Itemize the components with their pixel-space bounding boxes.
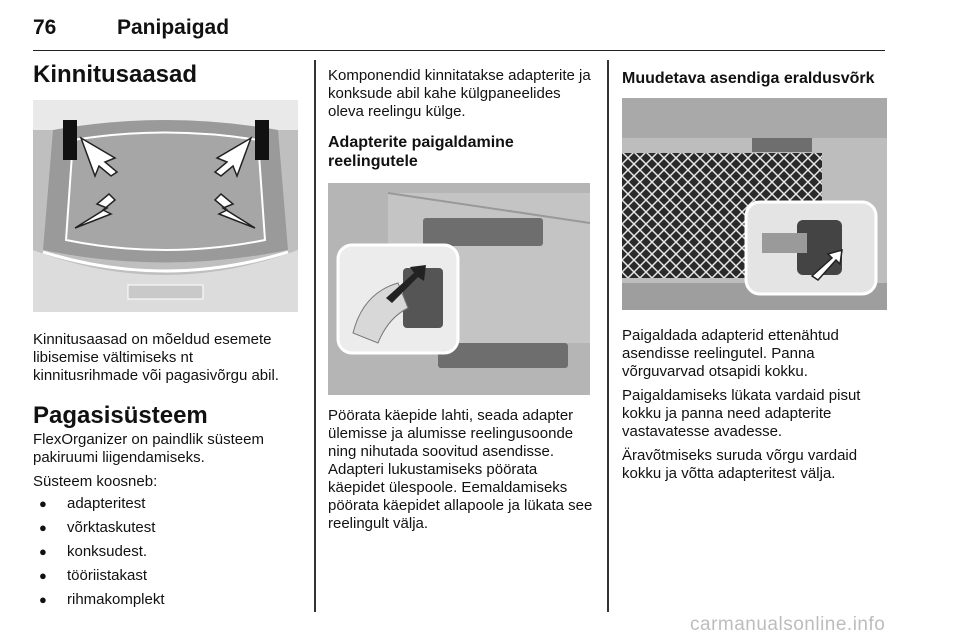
component-list [33, 495, 301, 609]
column-divider [607, 60, 609, 612]
luggage-system-heading: Pagasisüsteem [33, 402, 208, 429]
list-item: ● võrktaskutest [33, 519, 301, 537]
adapter-install-instructions: Pöörata käepide lahti, seada adapter ülemisse ja alumisse reelingusoonde ning nihutada soovitud asendisse. Adapteri lukustamiseks pöörata käepidet ülespoole. Eemaldamiseks pöörata käepidet allapoole ja lükata see reelingult välja. [328, 407, 593, 532]
list-item: ● rihmakomplekt [33, 591, 301, 609]
separation-net-heading: Muudetava asendiga eraldusvõrk [622, 70, 875, 87]
column-2 [328, 60, 593, 533]
flexorganizer-intro: FlexOrganizer on paindlik süsteem pakiruumi liigendamiseks. [33, 431, 264, 466]
column-1 [33, 60, 301, 615]
adapter-rail-illustration [328, 183, 590, 395]
components-intro: Komponendid kinnitatakse adapterite ja konksude abil kahe külgpaneelides oleva reelingu külge. [328, 67, 591, 120]
page-header [33, 10, 885, 51]
tie-down-heading: Kinnitusaasad [33, 61, 198, 88]
car-trunk-tie-down-illustration [33, 100, 298, 312]
page-number: 76 [33, 16, 57, 39]
separation-net-illustration [622, 98, 887, 310]
column-divider [314, 60, 316, 612]
list-item: ● tööriistakast [33, 567, 301, 585]
adapter-install-heading: Adapterite paigaldamine reelingutele [328, 134, 514, 170]
net-install-step-1: Paigaldada adapterid ettenähtud asendisse reelingutel. Panna võrguvarvad otsapidi kokku. [622, 327, 839, 380]
section-title: Panipaigad [117, 16, 230, 39]
list-item: ● adapteritest [33, 495, 301, 513]
tie-down-description: Kinnitusaasad on mõeldud esemete libisemise vältimiseks nt kinnitusrihmade või pagasivõrgu abil. [33, 331, 279, 384]
net-install-step-2: Paigaldamiseks lükata vardaid pisut kokku ja panna need adapterite vastavatesse avadesse. [622, 387, 861, 440]
column-3 [622, 60, 887, 483]
list-item: ● konksudest. [33, 543, 301, 561]
net-removal-step: Äravõtmiseks suruda võrgu vardaid kokku ja võtta adapteritest välja. [622, 447, 858, 482]
site-watermark: carmanualsonline.info [690, 614, 886, 635]
system-consists-label: Süsteem koosneb: [33, 473, 158, 490]
